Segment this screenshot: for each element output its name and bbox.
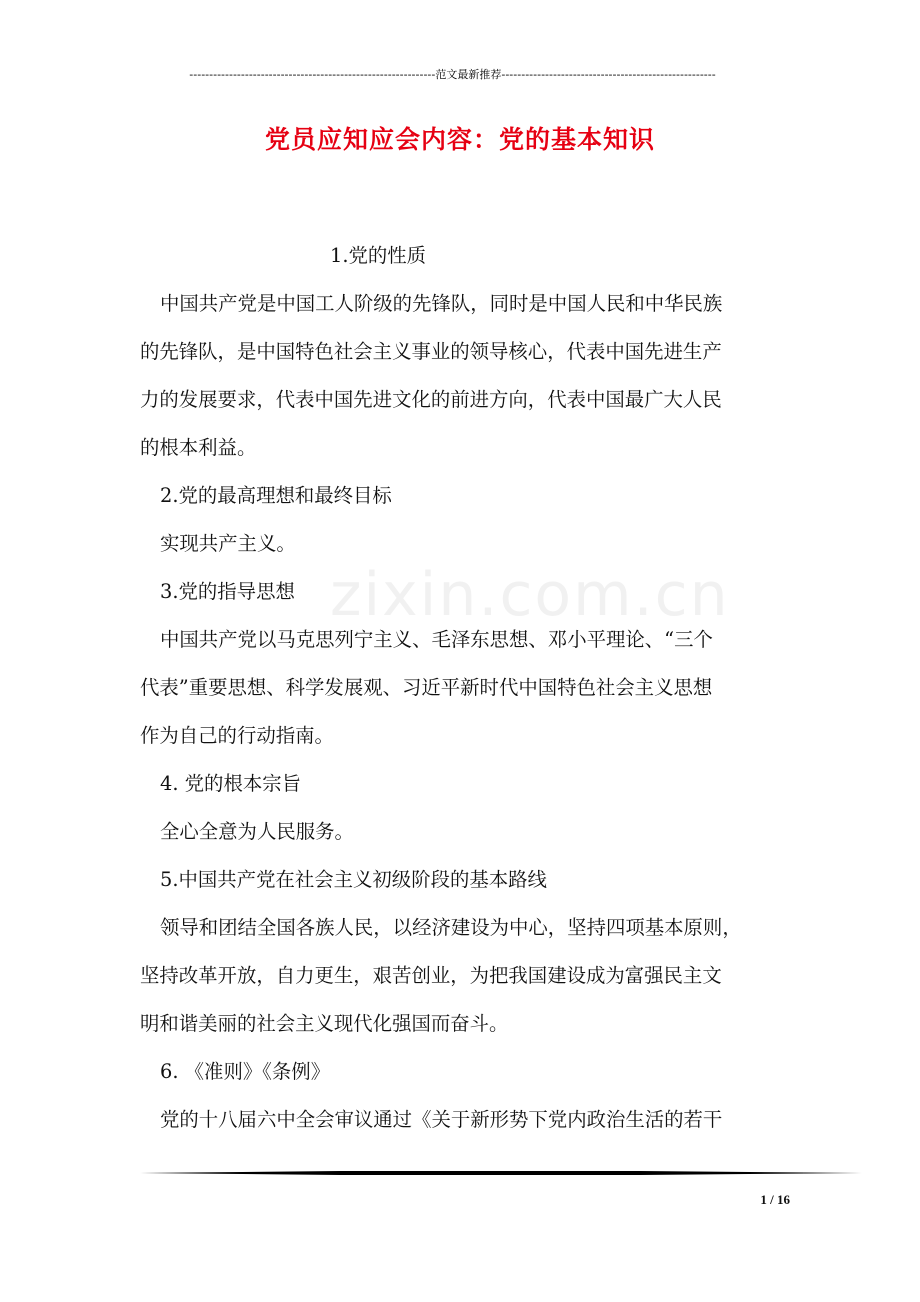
- text-line: 党的十八届六中全会审议通过《关于新形势下党内政治生活的若干: [160, 1108, 723, 1131]
- footer-divider: [140, 1170, 862, 1176]
- page-number: 1 / 16: [760, 1192, 790, 1207]
- text-line: 全心全意为人民服务。: [160, 820, 354, 843]
- text-line: 实现共产主义。: [160, 532, 296, 555]
- text-line: 代表”重要思想、科学发展观、习近平新时代中国特色社会主义思想: [140, 676, 713, 699]
- text-line: 明和谐美丽的社会主义现代化强国而奋斗。: [140, 1012, 509, 1035]
- text-line: 3.党的指导思想: [160, 580, 295, 603]
- text-line: 中国共产党是中国工人阶级的先锋队，同时是中国人民和中华民族: [160, 292, 723, 315]
- document-body: [140, 232, 785, 1144]
- text-line: 作为自己的行动指南。: [140, 724, 334, 747]
- text-line: 中国共产党以马克思列宁主义、毛泽东思想、邓小平理论、“三个: [160, 628, 713, 651]
- text-line: 的先锋队，是中国特色社会主义事业的领导核心，代表中国先进生产: [140, 340, 722, 363]
- text-line: 4. 党的根本宗旨: [160, 772, 302, 795]
- text-line: 坚持改革开放，自力更生，艰苦创业，为把我国建设成为富强民主文: [140, 964, 722, 987]
- text-line: 1.党的性质: [330, 244, 427, 267]
- document-title: 党员应知应会内容：党的基本知识: [264, 125, 655, 154]
- watermark: zixin.com.cn: [330, 560, 730, 630]
- page-header: --------------------------------------------------------------范文最新推荐------------------------------------------------------: [189, 68, 716, 81]
- text-line: 的根本利益。: [140, 436, 257, 459]
- text-line: 2.党的最高理想和最终目标: [160, 484, 392, 507]
- text-line: 领导和团结全国各族人民，以经济建设为中心，坚持四项基本原则，: [160, 916, 742, 939]
- text-line: 力的发展要求，代表中国先进文化的前进方向，代表中国最广大人民: [140, 388, 722, 411]
- text-line: 5.中国共产党在社会主义初级阶段的基本路线: [160, 868, 547, 891]
- text-line: 6. 《准则》《条例》: [160, 1060, 331, 1083]
